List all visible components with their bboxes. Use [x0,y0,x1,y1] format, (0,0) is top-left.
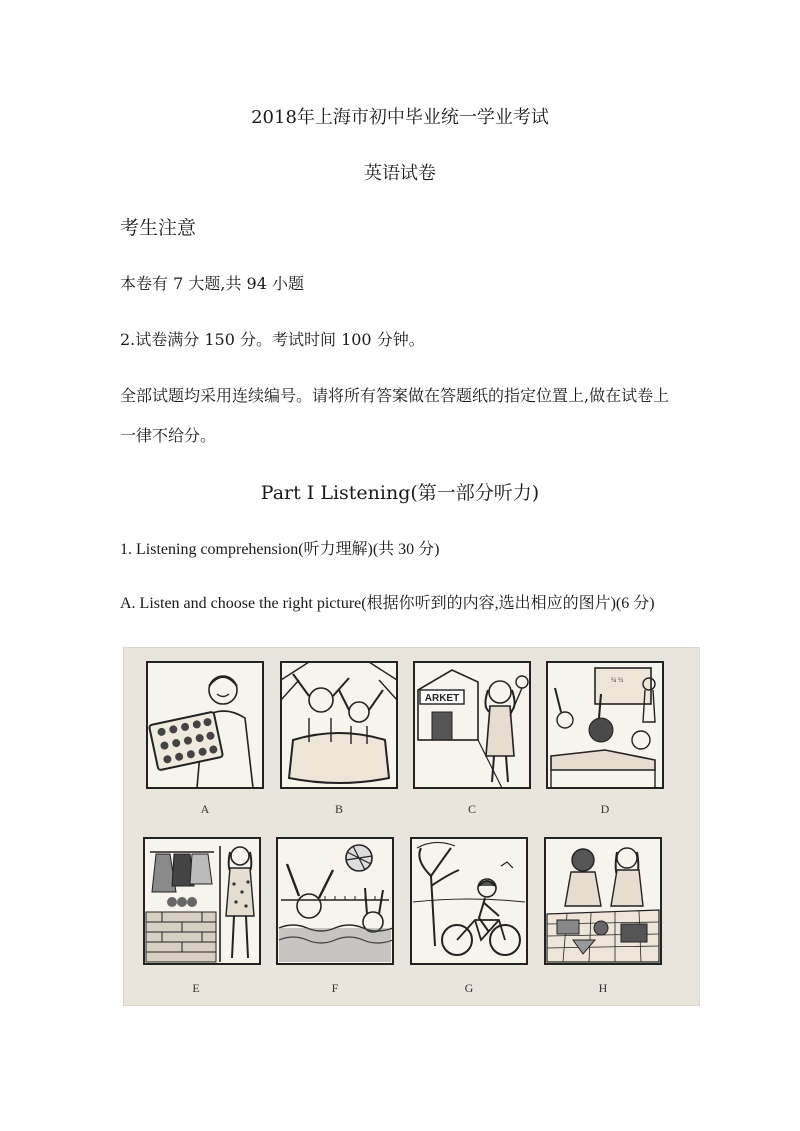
picture-c [412,660,532,790]
picture-f [275,836,395,966]
roller-coaster-icon [279,660,399,790]
clothes-shop-icon [142,836,262,966]
baking-cookies-icon [145,660,265,790]
picture-h [543,836,663,966]
picnic-icon [543,836,663,966]
picture-e-label: E [192,981,200,995]
notice-heading: 考生注意 [120,217,197,239]
market-girl-icon [412,660,532,790]
cycling-icon [409,836,529,966]
picture-c-label: C [467,802,476,816]
picture-g [409,836,529,966]
picture-f-label: F [331,981,339,995]
swimming-ball-icon [275,836,395,966]
picture-d [545,660,665,790]
picture-a [145,660,265,790]
picture-panel [123,647,700,1006]
picture-a-label: A [200,802,210,816]
picture-e [142,836,262,966]
notice-line-2: 2.试卷满分 150 分。考试时间 100 分钟。 [120,330,425,349]
part-title: Part I Listening(第一部分听力) [260,482,540,504]
exam-subtitle: 英语试卷 [364,163,436,184]
notice-line-3: 全部试题均采用连续编号。请将所有答案做在答题纸的指定位置上,做在试卷上 [120,386,670,405]
picture-d-label: D [600,802,610,816]
svg-text:¼ ½: ¼ ½ [611,676,624,684]
section-heading: 1. Listening comprehension(听力理解)(共 30 分) [120,541,440,558]
exam-title: 2018年上海市初中毕业统一学业考试 [251,107,549,128]
picture-b [279,660,399,790]
picture-b-label: B [334,802,343,816]
classroom-icon [545,660,665,790]
picture-h-label: H [598,981,608,995]
notice-line-3-continued: 一律不给分。 [120,426,217,445]
market-sign-text: ARKET [424,693,460,704]
section-instruction: A. Listen and choose the right picture(根据你听到的内容,选出相应的图片)(6 分) [120,595,655,612]
notice-line-1: 本卷有 7 大题,共 94 小题 [120,274,304,293]
picture-g-label: G [464,981,474,995]
